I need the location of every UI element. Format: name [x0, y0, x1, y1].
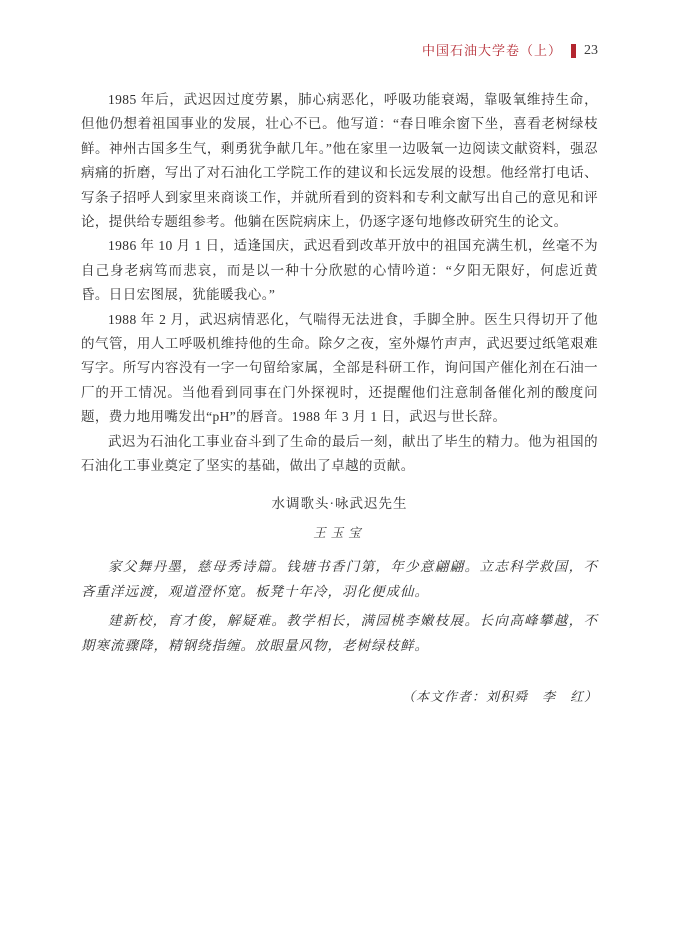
article-byline: （本文作者：刘积舜 李 红） [401, 688, 598, 704]
page-number: 23 [584, 43, 598, 58]
poem-stanza: 家父舞丹墨，慈母秀诗篇。钱塘书香门第，年少意翩翩。立志科学救国，不吝重洋远渡，观道澄怀宽。板凳十年冷，羽化便成仙。 [81, 558, 598, 599]
poem-author: 王玉宝 [313, 525, 366, 540]
article-paragraph: 1985 年后，武迟因过度劳累，肺心病恶化，呼吸功能衰竭，靠吸氧维持生命，但他仍想着祖国事业的发展，壮心不已。他写道：“春日唯余窗下坐，喜看老树绿枝鲜。神州古国多生气，剩勇犹争献几年。”他在家里一边吸氧一边阅读文献资料，强忍病痛的折磨，写出了对石油化工学院工作的建议和长远发展的设想。他经常打电话、写条子招呼人到家里来商谈工作，并就所看到的资料和专利文献写出自己的意见和评论，提供给专题组参考。他躺在医院病床上，仍逐字逐句地修改研究生的论文。 [81, 92, 598, 230]
poem-title: 水调歌头·咏武迟先生 [271, 495, 408, 511]
article-paragraph: 1988 年 2 月，武迟病情恶化，气喘得无法进食，手脚全肿。医生只得切开了他的气管，用人工呼吸机维持他的生命。除夕之夜，室外爆竹声声，武迟要过纸笔艰难写字。所写内容没有一字一句留给家属，全部是科研工作，询问国产催化剂在石油一厂的开工情况。当他看到同事在门外探视时，还提醒他们注意制备催化剂的酸度问题，费力地用嘴发出“pH”的唇音。1988 年 3 月 1 日，武迟与世长辞。 [81, 311, 598, 425]
running-header [422, 42, 598, 60]
header-divider-bar [571, 44, 576, 58]
article-body [81, 88, 598, 707]
article-paragraph: 武迟为石油化工事业奋斗到了生命的最后一刻，献出了毕生的精力。他为祖国的石油化工事业奠定了坚实的基础，做出了卓越的贡献。 [81, 433, 598, 474]
article-paragraph: 1986 年 10 月 1 日，适逢国庆，武迟看到改革开放中的祖国充满生机，丝毫不为自己身老病笃而悲哀，而是以一种十分欣慰的心情吟道：“夕阳无限好，何虑近黄昏。日日宏图展，犹能暖我心。” [81, 238, 598, 303]
booklet-title: 中国石油大学卷（上） [421, 43, 562, 58]
poem-stanza: 建新校，育才俊，解疑难。教学相长，满园桃李嫩枝展。长向高峰攀越，不期寒流骤降，精钢绕指缠。放眼量风物，老树绿枝鲜。 [81, 612, 598, 653]
